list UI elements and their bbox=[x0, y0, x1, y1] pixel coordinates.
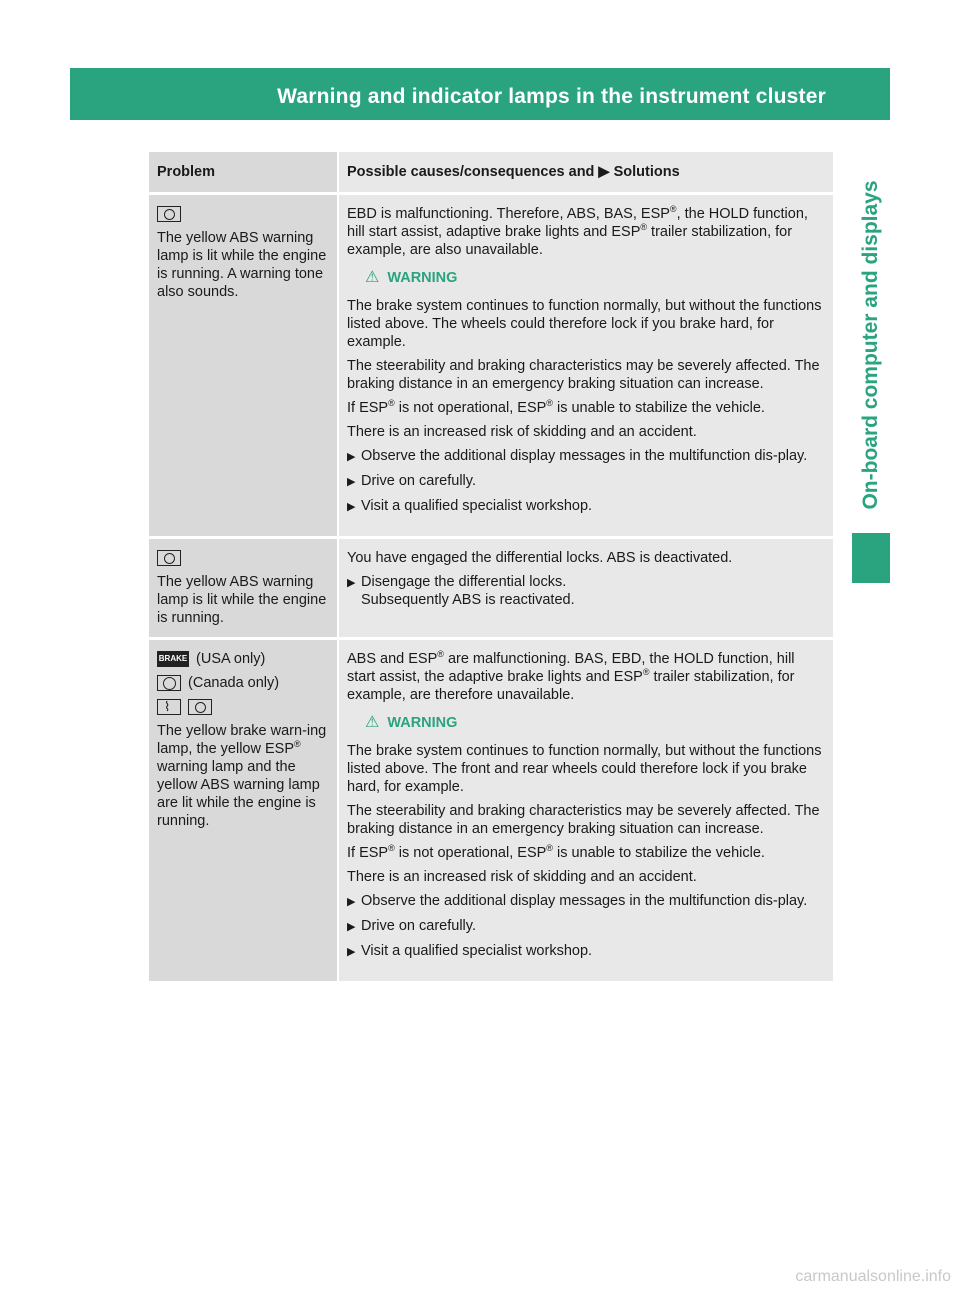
section-title: Warning and indicator lamps in the instrument cluster bbox=[277, 85, 826, 108]
header-divider bbox=[902, 68, 905, 120]
warning-heading: ⚠ WARNING bbox=[365, 714, 458, 731]
instruction-step: ▶ Observe the additional display messages in the multifunction dis-play. bbox=[347, 893, 808, 909]
instruction-step: ▶ Disengage the differential locks. Subsequently ABS is reactivated. bbox=[347, 574, 575, 608]
side-tab-label: On-board computer and displays bbox=[859, 180, 882, 510]
warning-text: The steerability and braking characteristics may be severely affected. The braking distance in an emergency braking situation can increase. bbox=[347, 803, 820, 837]
brake-circle-icon bbox=[157, 675, 181, 691]
solution-cell bbox=[337, 195, 833, 536]
problem-text: The yellow brake warn-ing lamp, the yellow ESP® warning lamp and the yellow ABS warning lamp are lit while the engine is running. bbox=[157, 723, 327, 829]
warning-text: There is an increased risk of skidding and an accident. bbox=[347, 869, 697, 885]
solution-cell bbox=[337, 640, 833, 981]
cause-text: EBD is malfunctioning. Therefore, ABS, BAS, ESP®, the HOLD function, hill start assist, adaptive brake lights and ESP® trailer stabilization, for example, are also unavailable. bbox=[347, 204, 808, 258]
abs-warning-icon bbox=[188, 699, 212, 715]
instruction-step: ▶ Drive on carefully. bbox=[347, 918, 476, 934]
warning-triangle-icon: ⚠ bbox=[365, 714, 380, 731]
instruction-step: ▶ Visit a qualified specialist workshop. bbox=[347, 943, 593, 959]
cause-text: ABS and ESP® are malfunctioning. BAS, EBD, the HOLD function, hill start assist, the adaptive brake lights and ESP® trailer stabilization, for example, are therefore unavailable. bbox=[347, 649, 795, 703]
warning-text: The steerability and braking characteristics may be severely affected. The braking distance in an emergency braking situation can increase. bbox=[347, 358, 820, 392]
page-number: 207 bbox=[915, 85, 951, 108]
table-row bbox=[149, 539, 833, 640]
step-arrow-icon: ▶ bbox=[347, 896, 356, 908]
warning-triangle-icon: ⚠ bbox=[365, 269, 380, 286]
cause-text: You have engaged the differential locks. ABS is deactivated. bbox=[347, 550, 733, 566]
table-row bbox=[149, 640, 833, 984]
play-arrow-icon: ▶ bbox=[598, 164, 610, 180]
step-arrow-icon: ▶ bbox=[347, 476, 356, 488]
column-header-problem: Problem bbox=[149, 152, 337, 192]
step-arrow-icon: ▶ bbox=[347, 946, 356, 958]
column-header-causes: Possible causes/consequences and bbox=[347, 164, 595, 180]
warning-lamp-table bbox=[149, 152, 833, 984]
abs-warning-icon bbox=[157, 206, 181, 222]
problem-text: The yellow ABS warning lamp is lit while the engine is running. A warning tone also sounds. bbox=[157, 230, 327, 300]
abs-warning-icon bbox=[157, 550, 181, 566]
warning-text: There is an increased risk of skidding and an accident. bbox=[347, 424, 697, 440]
warning-heading: ⚠ WARNING bbox=[365, 269, 458, 286]
step-arrow-icon: ▶ bbox=[347, 501, 356, 513]
warning-text: If ESP® is not operational, ESP® is unable to stabilize the vehicle. bbox=[347, 398, 765, 416]
step-arrow-icon: ▶ bbox=[347, 921, 356, 933]
table-header bbox=[149, 152, 833, 195]
problem-cell bbox=[149, 195, 337, 536]
usa-only-label: (USA only) bbox=[196, 651, 266, 667]
problem-cell bbox=[149, 539, 337, 637]
instruction-step: ▶ Drive on carefully. bbox=[347, 473, 476, 489]
table-row bbox=[149, 195, 833, 539]
problem-text: The yellow ABS warning lamp is lit while the engine is running. bbox=[157, 574, 327, 626]
watermark: carmanualsonline.info bbox=[795, 1268, 951, 1285]
esp-warning-icon bbox=[157, 699, 181, 715]
canada-only-label: (Canada only) bbox=[188, 675, 280, 691]
column-header-solutions-label: Solutions bbox=[613, 164, 680, 180]
side-tab bbox=[852, 120, 890, 570]
step-arrow-icon: ▶ bbox=[347, 577, 356, 589]
step-arrow-icon: ▶ bbox=[347, 451, 356, 463]
brake-warning-icon: BRAKE bbox=[157, 651, 189, 667]
warning-text: The brake system continues to function normally, but without the functions listed above. The front and rear wheels could therefore lock if you brake hard, for example. bbox=[347, 743, 822, 795]
warning-text: The brake system continues to function normally, but without the functions listed above. The wheels could therefore lock if you brake hard, for example. bbox=[347, 298, 822, 350]
instruction-step: ▶ Observe the additional display messages in the multifunction dis-play. bbox=[347, 448, 808, 464]
solution-cell bbox=[337, 539, 833, 637]
instruction-step: ▶ Visit a qualified specialist workshop. bbox=[347, 498, 593, 514]
header-bar bbox=[70, 68, 951, 120]
side-tab-marker bbox=[852, 533, 890, 583]
warning-text: If ESP® is not operational, ESP® is unable to stabilize the vehicle. bbox=[347, 843, 765, 861]
problem-cell bbox=[149, 640, 337, 981]
column-header-solutions bbox=[337, 152, 833, 192]
